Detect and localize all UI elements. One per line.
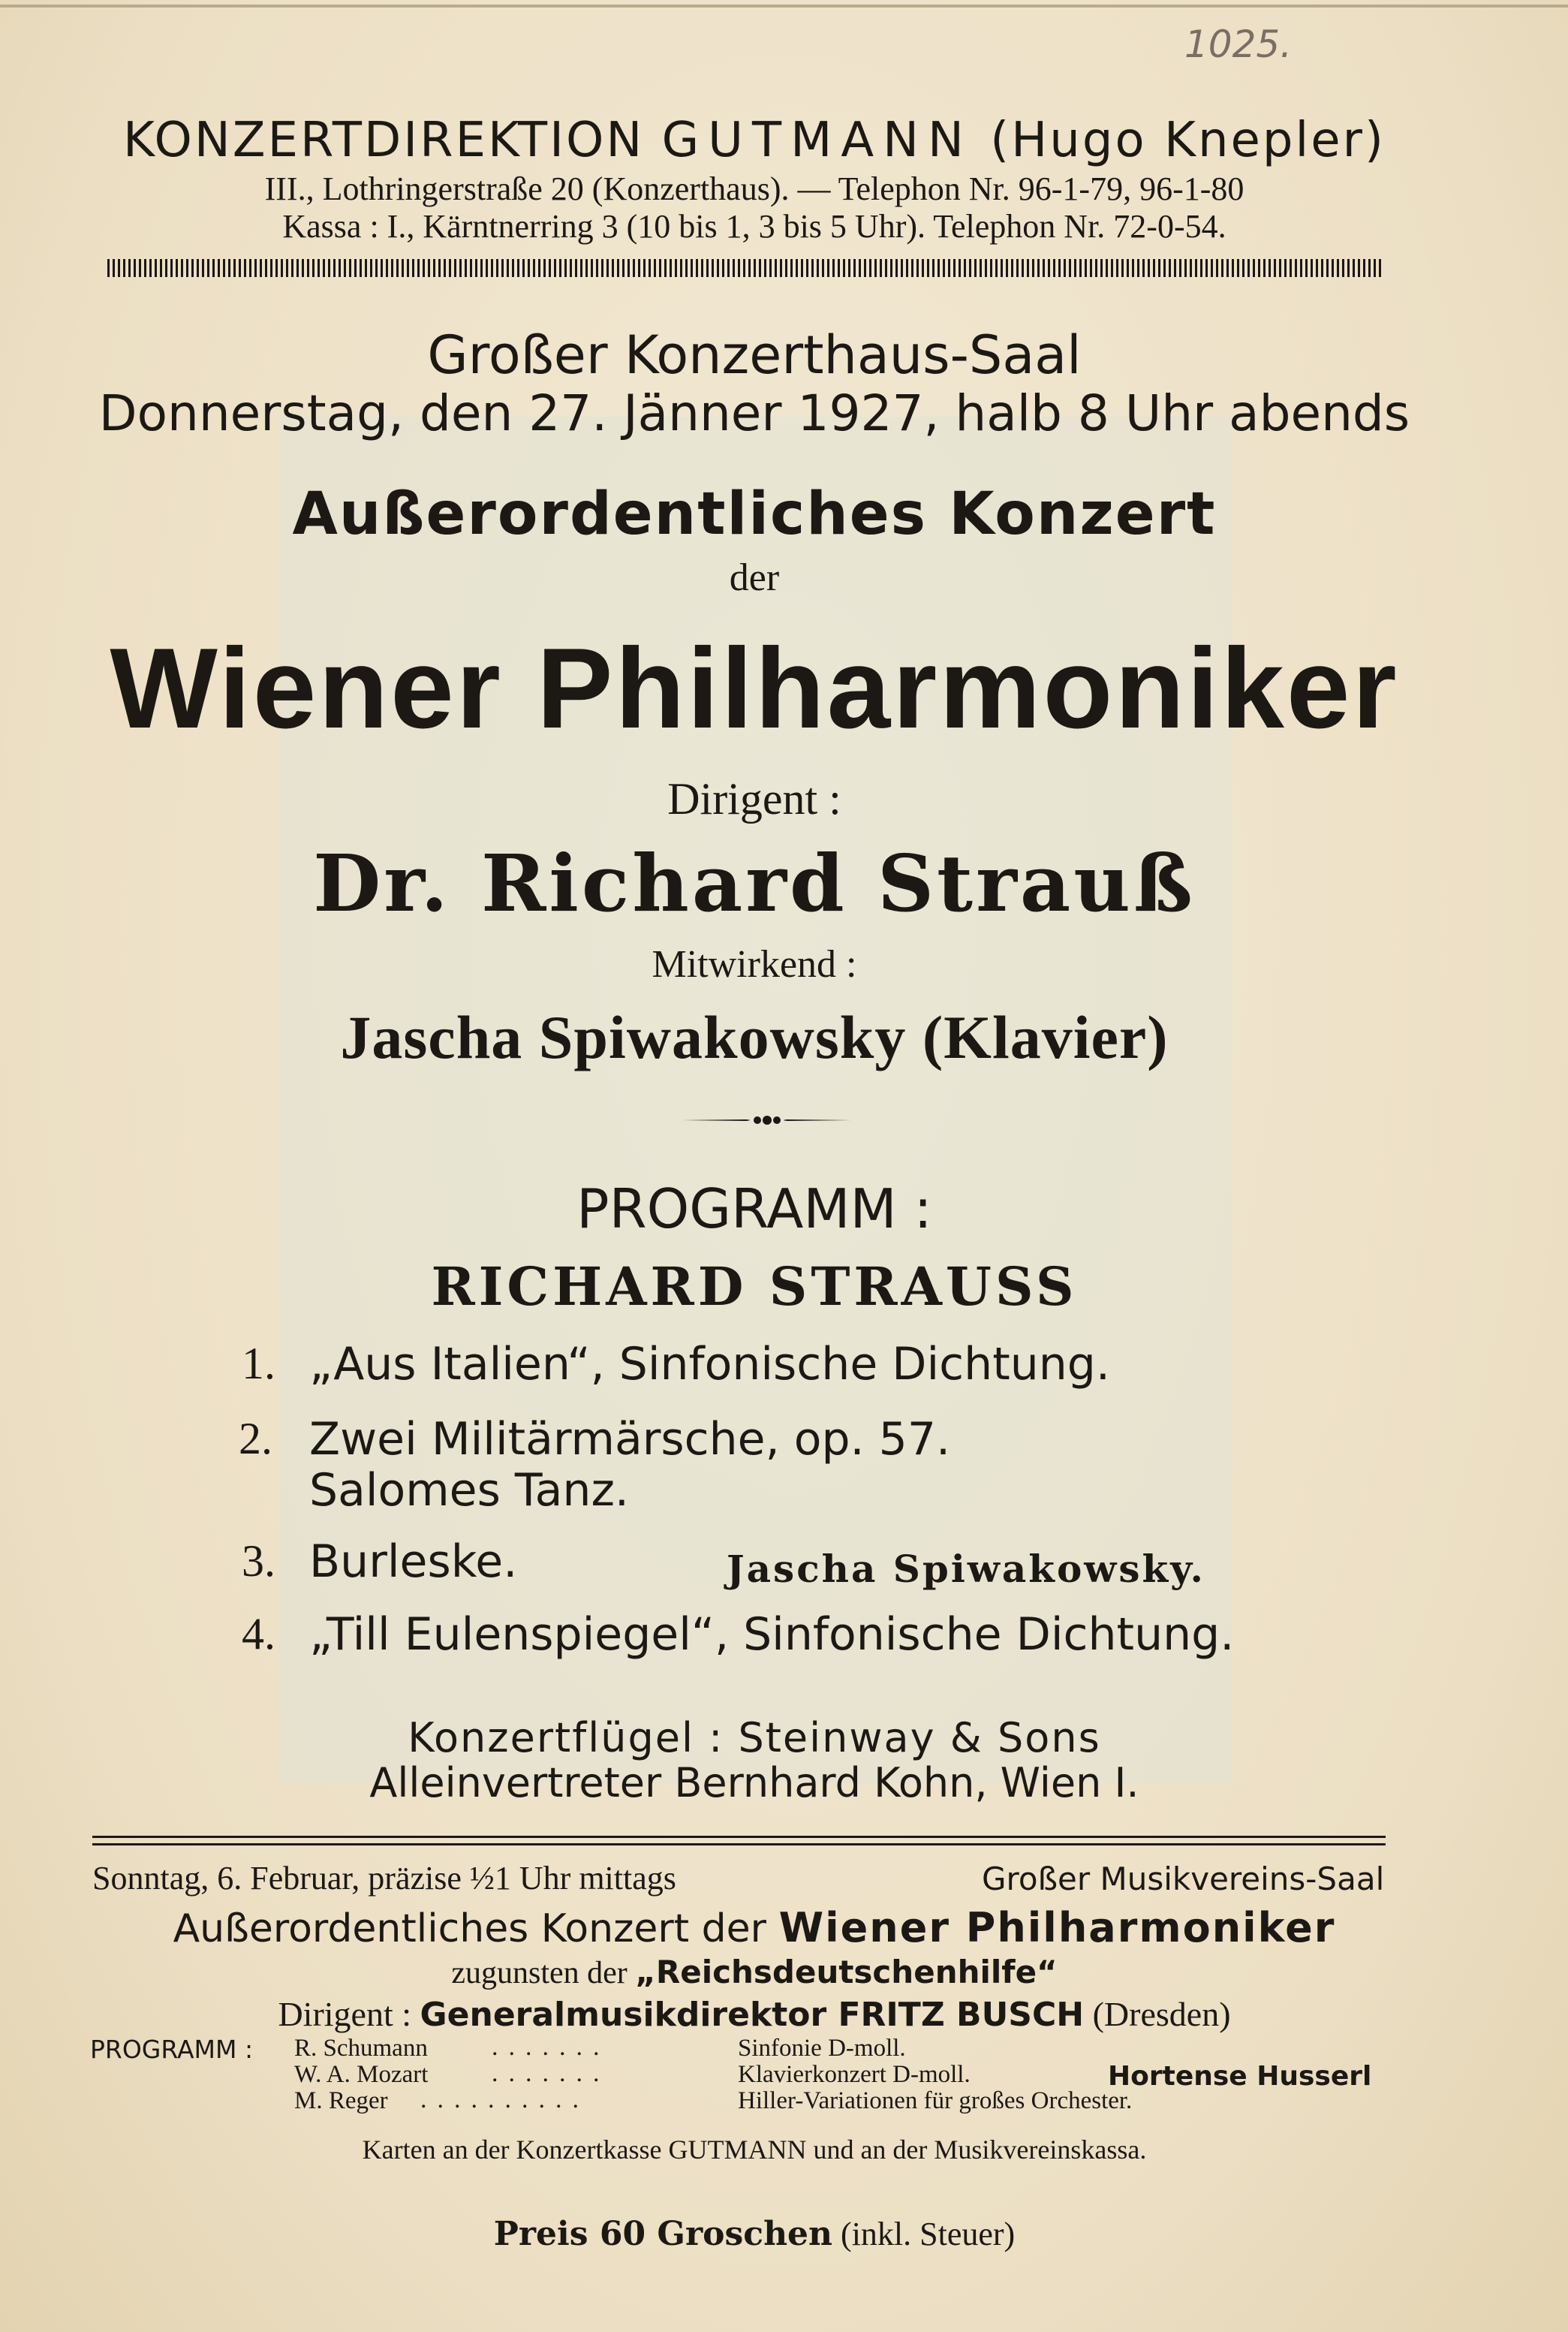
next-program-composer: M. Reger bbox=[294, 2087, 388, 2114]
program-item-number: 2. bbox=[239, 1414, 272, 1463]
program-item: Burleske. bbox=[309, 1535, 518, 1588]
top-edge-rule bbox=[0, 5, 1568, 8]
piano-supplier: Konzertflügel : Steinway & Sons bbox=[408, 1714, 1101, 1761]
benefit-name: „Reichsdeutschenhilfe“ bbox=[635, 1954, 1058, 1990]
double-rule-top bbox=[92, 1836, 1386, 1838]
double-rule-bottom bbox=[92, 1843, 1386, 1845]
venue: Großer Konzerthaus-Saal bbox=[427, 324, 1082, 386]
ornament-divider bbox=[682, 1113, 851, 1128]
program-composer: RICHARD STRAUSS bbox=[431, 1255, 1078, 1318]
price-line bbox=[0, 2215, 1509, 2253]
next-program-work: Hiller-Variationen für großes Orchester. bbox=[738, 2087, 1133, 2114]
der-text: der bbox=[729, 556, 780, 599]
program-item-number: 3. bbox=[242, 1536, 275, 1586]
leader-dots: ....... bbox=[492, 2059, 610, 2087]
next-concert-date: Sonntag, 6. Februar, präzise ½1 Uhr mittags bbox=[92, 1860, 676, 1897]
concert-date: Donnerstag, den 27. Jänner 1927, halb 8 Uhr abends bbox=[98, 384, 1410, 442]
next-program-work: Klavierkonzert D-moll. bbox=[738, 2061, 971, 2088]
program-item: „Aus Italien“, Sinfonische Dichtung. bbox=[309, 1338, 1110, 1390]
program-item-line: Salomes Tanz. bbox=[309, 1464, 630, 1517]
program-item-number: 1. bbox=[242, 1339, 275, 1388]
concert-type: Außerordentliches Konzert bbox=[292, 481, 1217, 548]
program-item-number: 4. bbox=[242, 1609, 275, 1659]
leader-dots: .......... bbox=[420, 2086, 589, 2114]
program-heading: PROGRAMM : bbox=[576, 1177, 932, 1240]
piano-agent: Alleinvertreter Bernhard Kohn, Wien I. bbox=[369, 1759, 1139, 1806]
program-item: „Till Eulenspiegel“, Sinfonische Dichtung. bbox=[309, 1608, 1235, 1661]
tickets-info: Karten an der Konzertkasse GUTMANN und an der Musikvereinskassa. bbox=[362, 2135, 1147, 2165]
next-program-work: Sinfonie D-moll. bbox=[738, 2035, 906, 2062]
conductor-name: Dr. Richard Strauß bbox=[313, 837, 1196, 929]
price-note: (inkl. Steuer) bbox=[841, 2216, 1016, 2252]
leader-dots: ....... bbox=[492, 2033, 610, 2061]
next-concert-orchestra: Wiener Philharmoniker bbox=[778, 1904, 1336, 1951]
box-office-line: Kassa : I., Kärntnerring 3 (10 bis 1, 3 bis 5 Uhr). Telephon Nr. 72-0-54. bbox=[282, 208, 1226, 245]
next-conductor-label: Dirigent : bbox=[278, 1995, 412, 2033]
next-program-composer: W. A. Mozart bbox=[294, 2061, 429, 2088]
soloist-name: Jascha Spiwakowsky (Klavier) bbox=[340, 1003, 1169, 1071]
agency-address: III., Lothringerstraße 20 (Konzerthaus). — Telephon Nr. 96-1-79, 96-1-80 bbox=[264, 170, 1244, 207]
inventory-number: 1025. bbox=[1184, 23, 1293, 66]
benefit-prefix: zugunsten der bbox=[451, 1956, 628, 1990]
agency-name: KONZERTDIREKTION bbox=[123, 113, 645, 168]
next-concert-title-prefix: Außerordentliches Konzert der bbox=[173, 1906, 767, 1951]
orchestra-name: Wiener Philharmoniker bbox=[110, 625, 1399, 752]
next-concert-title bbox=[0, 1904, 1509, 1951]
agency-header bbox=[0, 113, 1509, 168]
next-concert-conductor bbox=[0, 1994, 1509, 2034]
next-program-composer: R. Schumann bbox=[294, 2035, 428, 2062]
agency-manager: (Hugo Knepler) bbox=[990, 113, 1386, 168]
conductor-label: Dirigent : bbox=[667, 774, 841, 824]
next-conductor-city: (Dresden) bbox=[1092, 1995, 1231, 2033]
program-item-performer: Jascha Spiwakowsky. bbox=[727, 1547, 1205, 1591]
next-program-label: PROGRAMM : bbox=[90, 2035, 254, 2064]
soloist-label: Mitwirkend : bbox=[652, 943, 857, 986]
next-concert-venue: Großer Musikvereins-Saal bbox=[982, 1860, 1385, 1897]
next-concert-benefit bbox=[0, 1954, 1509, 1991]
next-conductor-name: Generalmusikdirektor FRITZ BUSCH bbox=[420, 1996, 1085, 2034]
next-program-soloist: Hortense Husserl bbox=[1108, 2061, 1372, 2092]
price-label: Preis 60 Groschen bbox=[493, 2215, 833, 2253]
agency-owner: GUTMANN bbox=[661, 113, 973, 168]
dotted-divider bbox=[107, 259, 1383, 277]
program-item: Zwei Militärmärsche, op. 57. bbox=[309, 1413, 951, 1466]
